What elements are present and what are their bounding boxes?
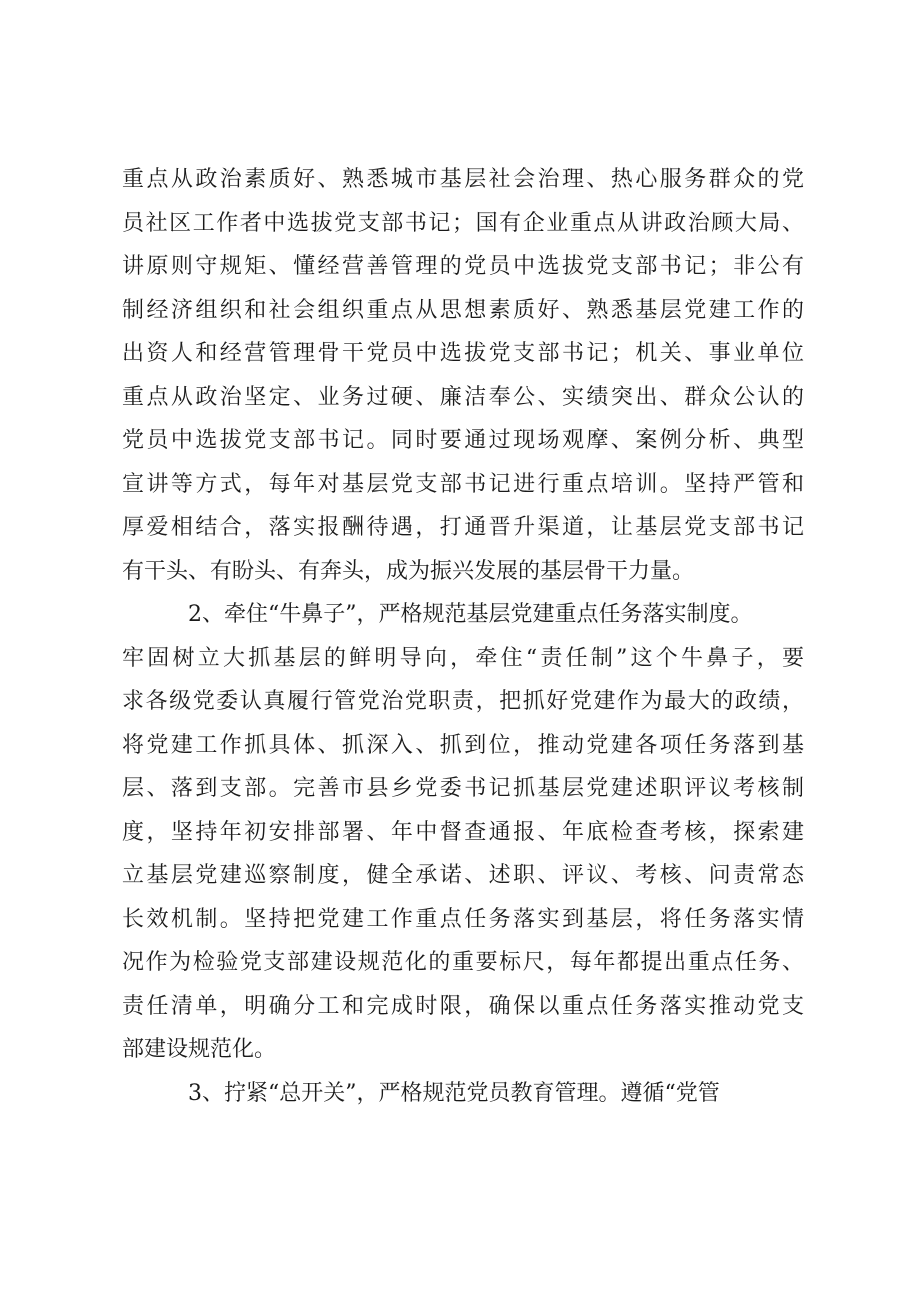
text-line: 重点从政治坚定、业务过硬、廉洁奉公、实绩突出、群众公认的 (122, 384, 804, 410)
text-line: 求各级党委认真履行管党治党职责，把抓好党建作为最大的政绩， (122, 689, 804, 714)
text-line: 宣讲等方式，每年对基层党支部书记进行重点培训。坚持严管和 (122, 471, 804, 497)
text-line: 员社区工作者中选拔党支部书记；国有企业重点从讲政治顾大局、 (122, 210, 804, 236)
text-line: 责任清单，明确分工和完成时限，确保以重点任务落实推动党支 (122, 993, 804, 1019)
text-line: 度，坚持年初安排部署、年中督查通报、年底检查考核，探索建 (122, 819, 804, 845)
text-line: 有干头、有盼头、有奔头，成为振兴发展的基层骨干力量。 (122, 558, 695, 584)
text-line: 重点从政治素质好、熟悉城市基层社会治理、热心服务群众的党 (122, 167, 804, 192)
text-line: 将党建工作抓具体、抓深入、抓到位，推动党建各项任务落到基 (122, 732, 804, 758)
text-line: 立基层党建巡察制度，健全承诺、述职、评议、考核、问责常态 (122, 863, 804, 888)
text-line: 制经济组织和社会组织重点从思想素质好、熟悉基层党建工作的 (122, 297, 804, 323)
document-body (122, 158, 804, 1115)
text-line: 况作为检验党支部建设规范化的重要标尺，每年都提出重点任务、 (122, 950, 804, 975)
text-line: 部建设规范化。 (122, 1037, 277, 1062)
text-line: 层、落到支部。完善市县乡党委书记抓基层党建述职评议考核制 (122, 776, 804, 801)
text-line: 厚爱相结合，落实报酬待遇，打通晋升渠道，让基层党支部书记 (122, 515, 804, 540)
text-line: 出资人和经营管理骨干党员中选拔党支部书记；机关、事业单位 (122, 341, 804, 366)
section-heading-2: 2、牵住“牛鼻子”，严格规范基层党建重点任务落实制度。 (188, 602, 753, 627)
text-line: 牢固树立大抓基层的鲜明导向，牵住“责任制”这个牛鼻子，要 (122, 645, 804, 671)
section-heading-3: 3、拧紧“总开关”，严格规范党员教育管理。遵循“党管 (188, 1080, 720, 1106)
text-line: 长效机制。坚持把党建工作重点任务落实到基层，将任务落实情 (122, 906, 804, 932)
text-line: 讲原则守规矩、懂经营善管理的党员中选拔党支部书记；非公有 (122, 254, 804, 279)
text-line: 党员中选拔党支部书记。同时要通过现场观摩、案例分析、典型 (122, 428, 804, 453)
